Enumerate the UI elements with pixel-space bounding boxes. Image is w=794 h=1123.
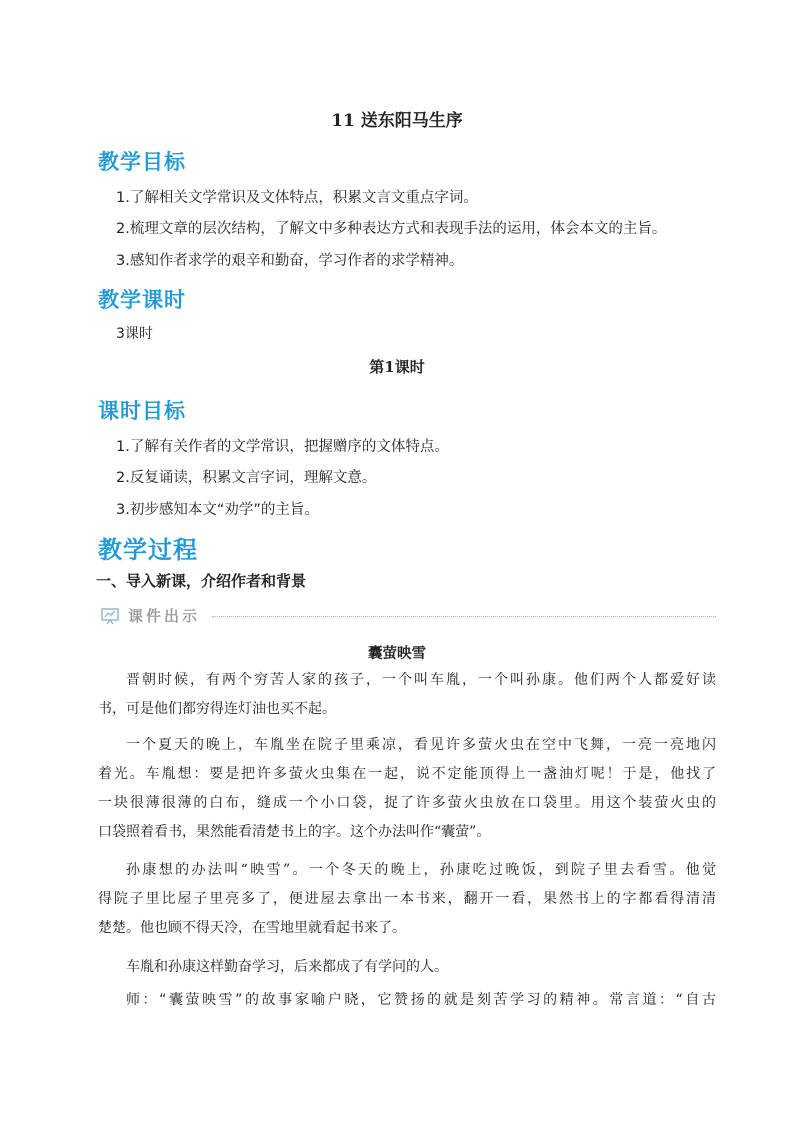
story-paragraph-3 bbox=[98, 856, 716, 943]
paragraph-line: 书，可是他们都穷得连灯油也买不起。 bbox=[98, 701, 336, 717]
periods-value: 3课时 bbox=[116, 326, 153, 342]
courseware-label: 课件出示 bbox=[128, 607, 201, 625]
heading-teaching-process: 教学过程 bbox=[98, 536, 198, 564]
lesson-title: 11 送东阳马生序 bbox=[331, 111, 463, 131]
lesson-objective-item-1: 1.了解有关作者的文学常识，把握赠序的文体特点。 bbox=[116, 439, 449, 455]
paragraph-line: 一个夏天的晚上，车胤坐在院子里乘凉，看见许多萤火虫在空中飞舞，一亮一亮地闪 bbox=[126, 737, 716, 753]
paragraph-line: 师：“囊萤映雪”的故事家喻户晓，它赞扬的就是刻苦学习的精神。常言道：“自古 bbox=[126, 992, 716, 1008]
story-paragraph-1 bbox=[98, 666, 716, 724]
lesson-objective-item-3: 3.初步感知本文“劝学”的主旨。 bbox=[116, 502, 319, 518]
paragraph-line: 楚楚。他也顾不得天冷，在雪地里就看起书来了。 bbox=[98, 920, 406, 936]
heading-teaching-periods: 教学课时 bbox=[98, 288, 186, 312]
lesson-objective-item-2: 2.反复诵读，积累文言字词，理解文意。 bbox=[116, 470, 377, 486]
paragraph-line: 车胤和孙康这样勤奋学习，后来都成了有学问的人。 bbox=[126, 959, 448, 975]
paragraph-line: 一块很薄很薄的白布，缝成一个小口袋，捉了许多萤火虫放在口袋里。用这个装萤火虫的 bbox=[98, 795, 716, 811]
paragraph-line: 得院子里比屋子里亮多了，便进屋去拿出一本书来，翻开一看，果然书上的字都看得清清 bbox=[98, 891, 716, 907]
paragraph-line: 晋朝时候，有两个穷苦人家的孩子，一个叫车胤，一个叫孙康。他们两个人都爱好读 bbox=[126, 672, 716, 688]
teacher-remark bbox=[98, 986, 716, 1015]
courseware-banner bbox=[100, 605, 716, 627]
paragraph-line: 着光。车胤想：要是把许多萤火虫集在一起，说不定能顶得上一盏油灯呢！于是，他找了 bbox=[98, 766, 716, 782]
heading-teaching-objectives: 教学目标 bbox=[98, 150, 186, 174]
story-paragraph-2 bbox=[98, 731, 716, 847]
objective-item-2: 2.梳理文章的层次结构，了解文中多种表达方式和表现手法的运用，体会本文的主旨。 bbox=[116, 221, 667, 237]
objective-item-3: 3.感知作者求学的艰辛和勤奋，学习作者的求学精神。 bbox=[116, 253, 464, 269]
objective-item-1: 1.了解相关文学常识及文体特点，积累文言文重点字词。 bbox=[116, 190, 478, 206]
section-heading-1: 一、导入新课，介绍作者和背景 bbox=[96, 572, 307, 590]
paragraph-line: 孙康想的办法叫“映雪”。一个冬天的晚上，孙康吃过晚饭，到院子里去看雪。他觉 bbox=[126, 862, 716, 878]
heading-lesson-objectives: 课时目标 bbox=[98, 399, 186, 423]
divider-line bbox=[212, 616, 716, 617]
story-title: 囊萤映雪 bbox=[368, 645, 426, 662]
presentation-icon bbox=[100, 606, 120, 626]
paragraph-line: 口袋照着看书，果然能看清楚书上的字。这个办法叫作“囊萤”。 bbox=[98, 824, 491, 840]
lesson1-title: 第1课时 bbox=[369, 358, 425, 376]
story-paragraph-4 bbox=[98, 953, 716, 982]
